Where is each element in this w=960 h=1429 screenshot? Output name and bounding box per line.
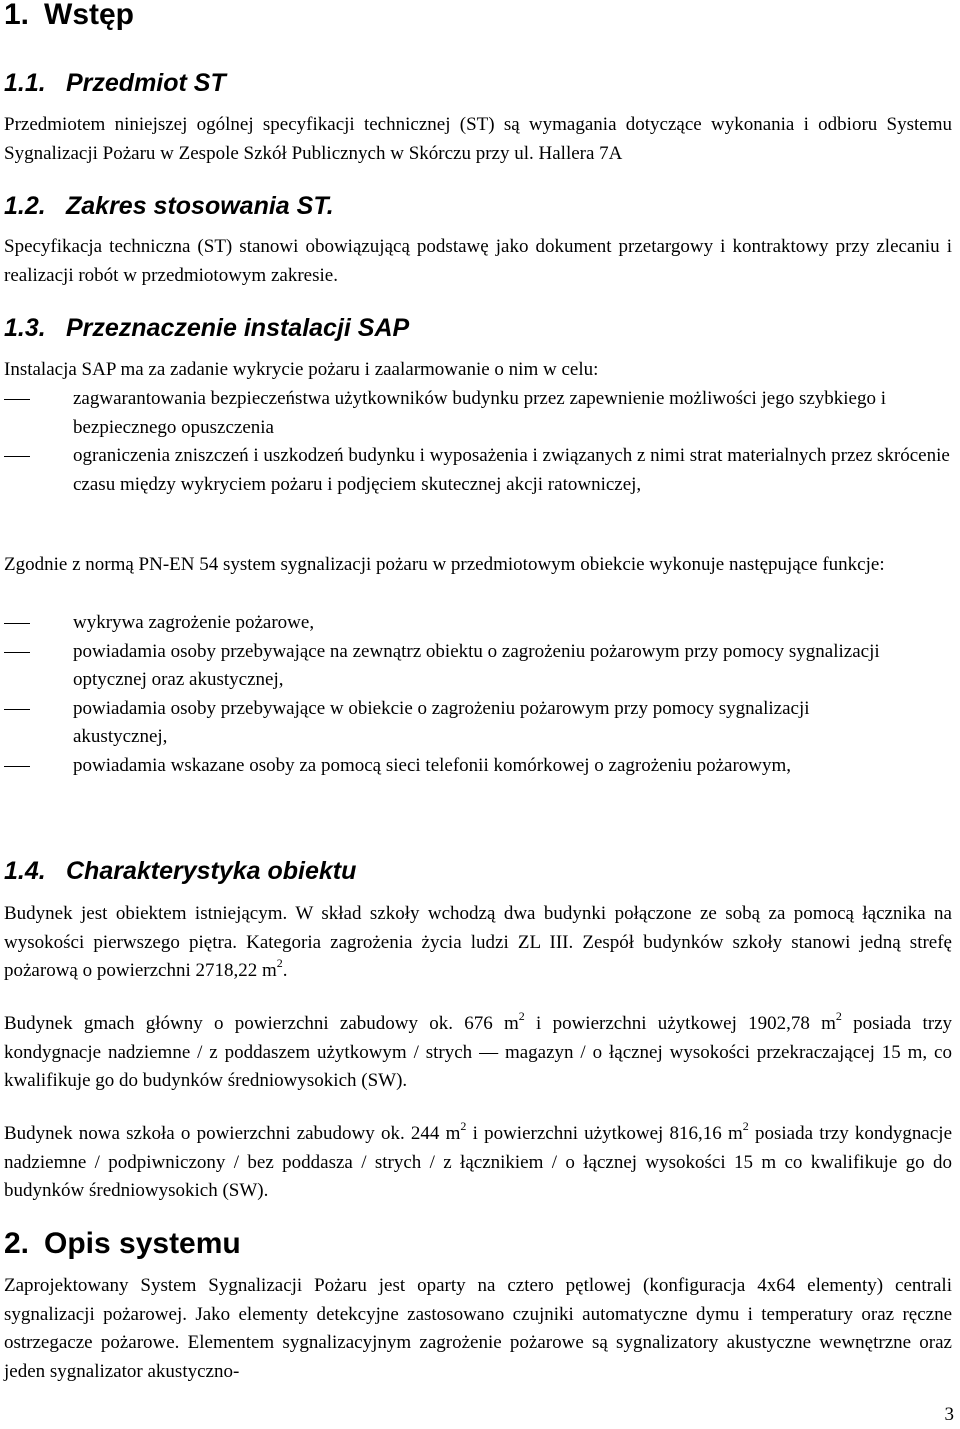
paragraph-subject: Przedmiotem niniejszej ogólnej specyfikacji technicznej (ST) są wymagania dotyczące wykonania i odbioru Systemu Sygnalizacji Pożaru w Zespole Szkół Publicznych w Skórczu przy ul. Hallera 7A <box>4 114 952 164</box>
section-title: Wstęp <box>44 0 134 31</box>
list-item: ograniczenia zniszczeń i uszkodzeń budynku i wyposażenia i związanych z nimi strat materialnych przez skrócenie czasu między wykryciem pożaru i podjęciem skutecznej akcji ratowniczej, <box>4 442 952 499</box>
section-number: 1.4. <box>4 857 46 885</box>
section-number: 1.1. <box>4 69 46 97</box>
dash-bullet <box>4 456 30 457</box>
dash-bullet <box>4 709 30 710</box>
page-number: 3 <box>944 1404 954 1425</box>
list-item: wykrywa zagrożenie pożarowe, <box>4 609 904 638</box>
list-item: powiadamia wskazane osoby za pomocą sieci telefonii komórkowej o zagrożeniu pożarowym, <box>4 752 904 781</box>
section-heading-1-3 <box>4 313 409 343</box>
list-item: powiadamia osoby przebywające w obiekcie o zagrożeniu pożarowym przy pomocy sygnalizacji akustycznej, <box>4 695 904 752</box>
dash-bullet <box>4 766 30 767</box>
paragraph-sap-intro: Instalacja SAP ma za zadanie wykrycie pożaru i zaalarmowanie o nim w celu: <box>4 359 599 380</box>
list-item: zagwarantowania bezpieczeństwa użytkowników budynku przez zapewnienie możliwości jego szybkiego i bezpiecznego opuszczenia <box>4 385 952 442</box>
paragraph-system-description: Zaprojektowany System Sygnalizacji Pożaru jest oparty na cztero pętlowej (konfiguracja 4x64 elementy) centrali sygnalizacji pożarowej. Jako elementy detekcyjne zastosowano czujniki automatyczne dymu i temperatury oraz ręczne ostrzegacze pożarowe. Elementem sygnalizacyjnym zagrożenie pożarowe są sygnalizatory akustyczne wewnętrzne oraz jeden sygnalizator akustyczno- <box>4 1275 952 1382</box>
paragraph-main-building: Budynek gmach główny o powierzchni zabudowy ok. 676 $m^2$ i powierzchni użytkowej 1902,78 $m^2$ posiada trzy kondygnacje nadziemne / z poddaszem użytkowym / strych — magazyn / o łącznej wysokości przekraczającej 15 m, co kwalifikuje go do budynków średniowysokich (SW). <box>4 1009 953 1091</box>
functions-list <box>4 609 904 780</box>
dash-bullet <box>4 399 30 400</box>
paragraph-new-building: Budynek nowa szkoła o powierzchni zabudowy ok. 244 $m^2$ i powierzchni użytkowej 816,16 $m^2$ posiada trzy kondygnacje nadziemne / podpiwniczony / bez poddasza / strych / z łącznikiem / o łącznej wysokości 15 m co kwalifikuje go do budynków średniowysokich (SW). <box>4 1119 953 1201</box>
dash-bullet <box>4 652 30 653</box>
paragraph-scope: Specyfikacja techniczna (ST) stanowi obowiązującą podstawę jako dokument przetargowy i kontraktowy przy zlecaniu i realizacji robót w przedmiotowym zakresie. <box>4 236 952 286</box>
section-title: Przeznaczenie instalacji SAP <box>66 314 410 342</box>
section-heading-2 <box>4 1227 241 1261</box>
section-number: 1.2. <box>4 192 46 220</box>
section-title: Charakterystyka obiektu <box>66 857 357 885</box>
list-item: powiadamia osoby przebywające na zewnątrz obiektu o zagrożeniu pożarowym przy pomocy sygnalizacji optycznej oraz akustycznej, <box>4 638 904 695</box>
section-number: 2. <box>4 1227 30 1260</box>
section-heading-1-1 <box>4 68 226 98</box>
paragraph-building-overview: Budynek jest obiektem istniejącym. W skład szkoły wchodzą dwa budynki połączone ze sobą za pomocą łącznika na wysokości pierwszego piętra. Kategoria zagrożenia życia ludzi ZL III. Zespół budynków szkoły stanowi jedną strefę pożarową o powierzchni 2718,22 $m^2$. <box>4 903 952 981</box>
goals-list <box>4 385 952 499</box>
section-number: 1.3. <box>4 314 46 342</box>
paragraph-norm: Zgodnie z normą PN-EN 54 system sygnalizacji pożaru w przedmiotowym obiekcie wykonuje następujące funkcje: <box>4 554 885 575</box>
section-heading-1 <box>4 0 134 32</box>
section-heading-1-4 <box>4 856 356 886</box>
section-title: Przedmiot ST <box>66 69 226 97</box>
section-title: Zakres stosowania ST. <box>66 192 334 220</box>
section-heading-1-2 <box>4 191 334 221</box>
section-title: Opis systemu <box>44 1227 241 1260</box>
section-number: 1. <box>4 0 30 31</box>
dash-bullet <box>4 623 30 624</box>
